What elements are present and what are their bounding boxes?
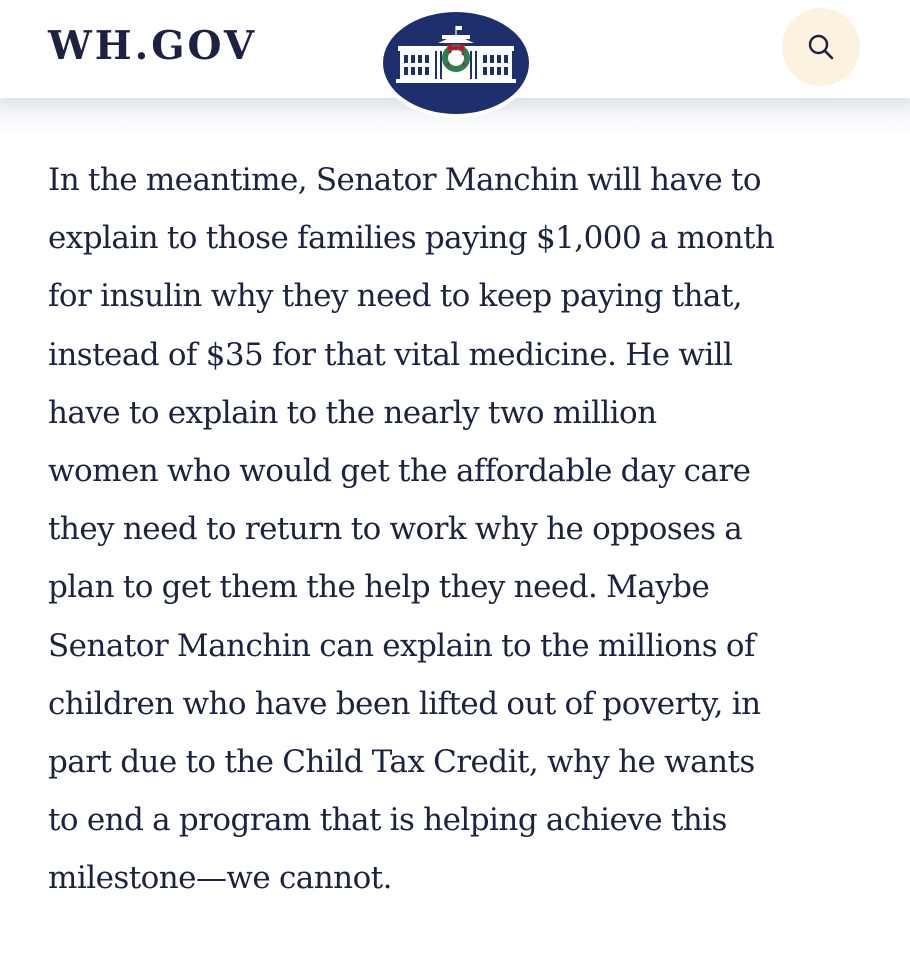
article-line: for insulin why they need to keep paying that, [48, 278, 743, 315]
article-line: In the meantime, Senator Manchin will have to [48, 162, 761, 198]
article-line: to end a program that is helping achieve this [48, 802, 727, 839]
search-button[interactable] [782, 8, 860, 86]
article-line: part due to the Child Tax Credit, why he wants [48, 744, 755, 781]
article-line: Senator Manchin can explain to the millions of [48, 627, 755, 664]
article-line: they need to return to work why he opposes a [48, 511, 743, 548]
article-paragraph [48, 151, 878, 908]
white-house-wreath-seal-icon[interactable] [378, 6, 534, 118]
article-line: have to explain to the nearly two million [48, 394, 657, 431]
article-line: milestone—we cannot. [48, 860, 392, 897]
search-icon [806, 32, 836, 62]
article-line: women who would get the affordable day care [48, 453, 751, 490]
article-line: explain to those families paying $1,000 a month [48, 220, 775, 257]
site-name-link[interactable]: WH.GOV [48, 23, 258, 69]
article-line: plan to get them the help they need. Maybe [48, 569, 710, 606]
article-line: instead of $35 for that vital medicine. He will [48, 336, 733, 373]
article-line: children who have been lifted out of poverty, in [48, 685, 761, 722]
